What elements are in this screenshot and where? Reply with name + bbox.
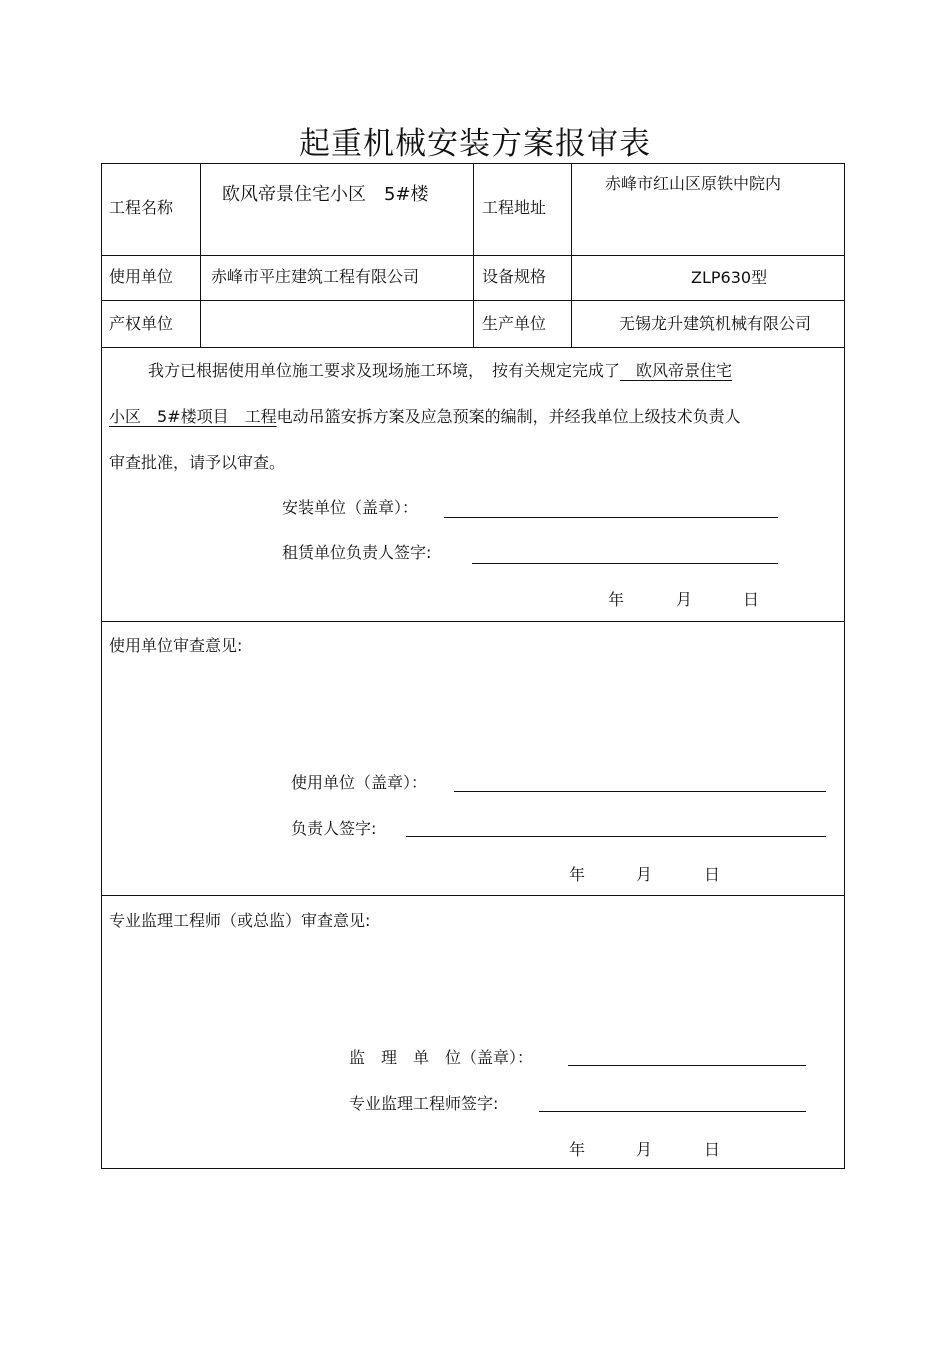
lease-sign-label: 租赁单位负责人签字:: [282, 543, 432, 562]
declaration-line-2: [109, 407, 741, 427]
declaration-text: 我方已根据使用单位施工要求及现场施工环境， 按有关规定完成了: [148, 361, 621, 380]
install-unit-label: 安装单位（盖章）：: [282, 498, 419, 517]
user-unit-label: 使用单位: [109, 267, 174, 286]
date-year: 年: [569, 1140, 586, 1159]
page-title: 起重机械安装方案报审表: [299, 126, 651, 162]
supervisor-review-heading: 专业监理工程师（或总监）审查意见:: [109, 911, 371, 930]
date-month: 月: [636, 1140, 653, 1159]
user-unit-seal-field[interactable]: [454, 791, 826, 792]
manufacturer-value: 无锡龙升建筑机械有限公司: [619, 314, 812, 333]
equipment-spec-label: 设备规格: [482, 267, 547, 286]
date-day: 日: [743, 590, 760, 609]
project-address-label: 工程地址: [482, 198, 547, 217]
project-name-value: 欧风帝景住宅小区 5#楼: [222, 184, 429, 205]
col-divider: [571, 163, 572, 347]
user-review-heading: 使用单位审查意见:: [109, 636, 243, 655]
lease-sign-field[interactable]: [472, 563, 778, 564]
date-year: 年: [608, 590, 625, 609]
responsible-sign-field[interactable]: [406, 836, 826, 837]
user-unit-value: 赤峰市平庄建筑工程有限公司: [211, 267, 420, 286]
col-divider: [200, 163, 201, 347]
owner-unit-label: 产权单位: [109, 314, 174, 333]
section-divider: [101, 621, 845, 622]
declaration-line-3: 审查批准，请予以审查。: [109, 453, 286, 472]
date-day: 日: [704, 1140, 721, 1159]
project-fill-in: 欧风帝景住宅: [620, 361, 733, 380]
date-month: 月: [676, 590, 693, 609]
section-divider: [101, 895, 845, 896]
responsible-sign-label: 负责人签字:: [291, 819, 377, 838]
project-address-value: 赤峰市红山区原铁中院内: [605, 174, 782, 193]
declaration-line-1: [148, 361, 736, 381]
date-year: 年: [569, 865, 586, 884]
user-unit-seal-label: 使用单位（盖章）：: [291, 773, 428, 792]
date-day: 日: [704, 865, 721, 884]
supervisor-unit-field[interactable]: [568, 1065, 806, 1066]
supervisor-sign-label: 专业监理工程师签字:: [349, 1094, 499, 1113]
supervisor-sign-field[interactable]: [539, 1111, 806, 1112]
equipment-spec-value: ZLP630型: [691, 268, 768, 287]
declaration-text: 电动吊篮安拆方案及应急预案的编制，并经我单位上级技术负责人: [276, 407, 741, 426]
project-fill-in: 小区 5#楼项目 工程: [109, 407, 277, 426]
install-unit-field[interactable]: [444, 517, 778, 518]
project-name-label: 工程名称: [109, 198, 174, 217]
col-divider: [473, 163, 474, 347]
row-divider: [101, 347, 845, 348]
supervisor-unit-label: 监 理 单 位（盖章）：: [349, 1048, 534, 1067]
manufacturer-label: 生产单位: [482, 314, 547, 333]
date-month: 月: [636, 865, 653, 884]
